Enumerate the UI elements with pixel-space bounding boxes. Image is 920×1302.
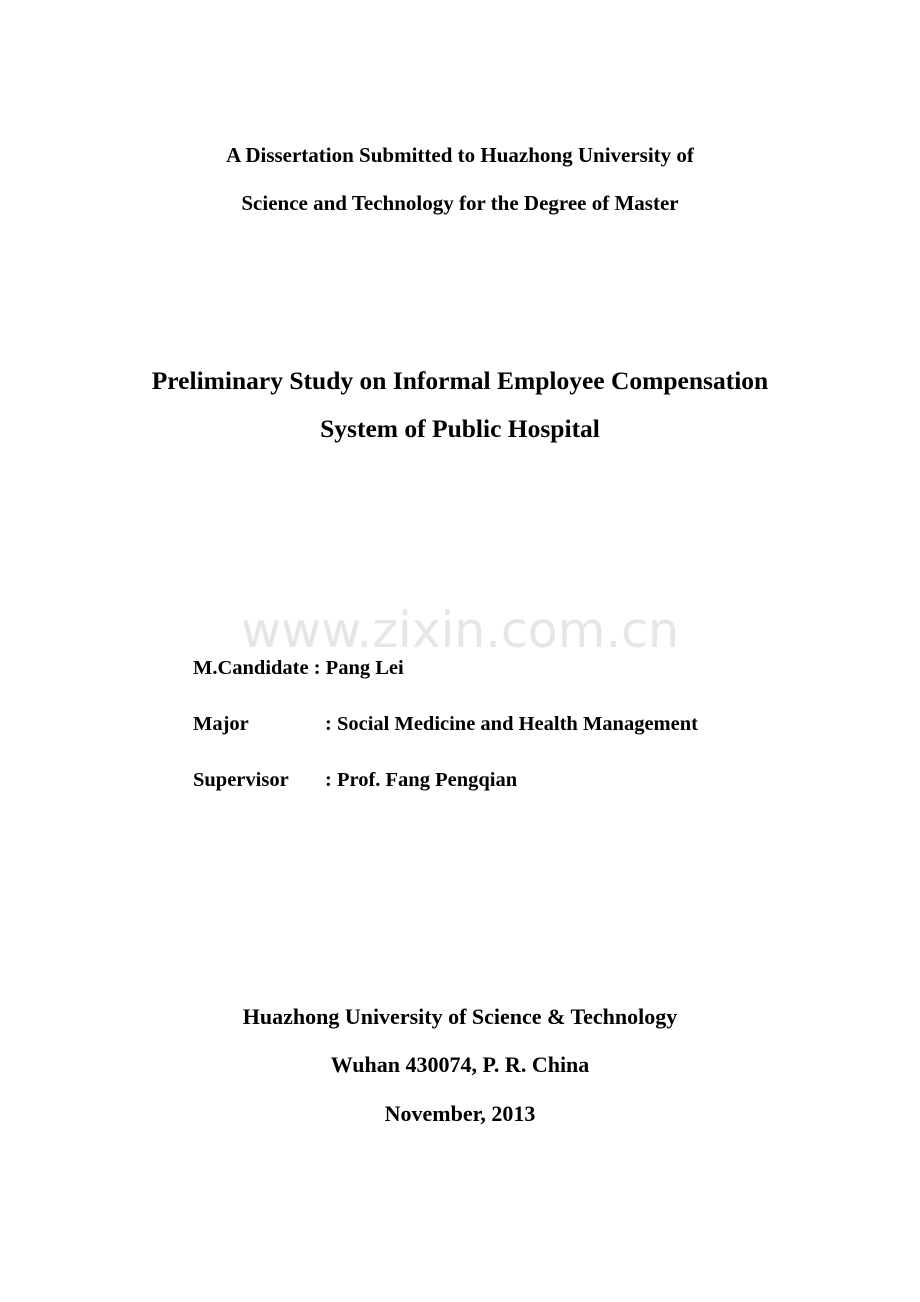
watermark: www.zixin.com.cn bbox=[240, 602, 680, 659]
supervisor-row bbox=[193, 769, 518, 792]
submission-date: November, 2013 bbox=[384, 1101, 536, 1126]
major-label: Major bbox=[193, 713, 249, 735]
candidate-label: M.Candidate bbox=[193, 657, 309, 679]
institution-name: Huazhong University of Science & Technology bbox=[242, 1004, 678, 1029]
supervisor-label: Supervisor bbox=[193, 769, 289, 791]
major-value: : Social Medicine and Health Management bbox=[325, 713, 698, 735]
supervisor-value: : Prof. Fang Pengqian bbox=[325, 769, 518, 791]
candidate-value: : Pang Lei bbox=[313, 657, 404, 679]
submission-statement-line-2: Science and Technology for the Degree of Master bbox=[241, 191, 679, 215]
institution-address: Wuhan 430074, P. R. China bbox=[330, 1052, 590, 1077]
dissertation-title-line-2: System of Public Hospital bbox=[320, 414, 600, 443]
major-row bbox=[193, 713, 698, 736]
dissertation-title-line-1: Preliminary Study on Informal Employee Compensation bbox=[151, 366, 769, 395]
candidate-row bbox=[193, 657, 404, 680]
submission-statement-line-1: A Dissertation Submitted to Huazhong University of bbox=[226, 143, 694, 167]
